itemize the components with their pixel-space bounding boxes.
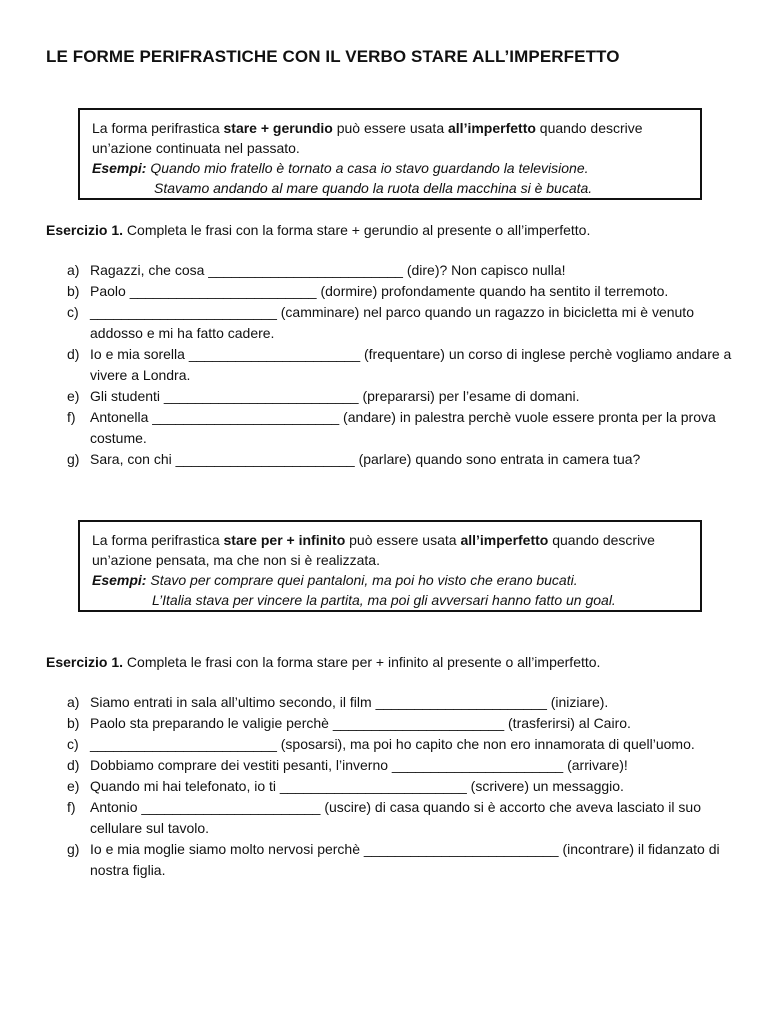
list-item bbox=[46, 692, 736, 713]
item-letter: c) bbox=[67, 736, 79, 752]
item-text: Gli studenti _________________________ (prepararsi) per l’esame di domani. bbox=[90, 388, 580, 404]
list-item bbox=[46, 344, 736, 386]
list-item bbox=[46, 755, 736, 776]
list-item bbox=[46, 713, 736, 734]
list-item bbox=[46, 776, 736, 797]
rule-text: La forma perifrastica bbox=[92, 120, 224, 136]
example-text: Stavo per comprare quei pantaloni, ma poi ho visto che erano bucati. bbox=[146, 572, 578, 588]
rule-text: quando descrive bbox=[548, 532, 655, 548]
item-letter: d) bbox=[67, 346, 80, 362]
rule-bold-tense: all’imperfetto bbox=[460, 532, 549, 548]
rule-text: può essere usata bbox=[332, 120, 448, 136]
rule-line-1 bbox=[92, 118, 690, 138]
item-letter: e) bbox=[67, 778, 80, 794]
example-text: Quando mio fratello è tornato a casa io stavo guardando la televisione. bbox=[146, 160, 589, 176]
item-text: Siamo entrati in sala all’ultimo secondo, il film ______________________ (iniziare). bbox=[90, 694, 609, 710]
item-letter: d) bbox=[67, 757, 80, 773]
rule-text: quando descrive bbox=[535, 120, 643, 136]
item-text: Paolo sta preparando le valigie perchè ______________________ (trasferirsi) al Cairo. bbox=[90, 715, 631, 731]
exercise-1-list bbox=[46, 260, 736, 470]
examples-label: Esempi: bbox=[92, 572, 147, 588]
item-text: ________________________ (camminare) nel parco quando un ragazzo in bicicletta mi è venuto addosso e mi ha fatto cadere. bbox=[90, 304, 698, 341]
item-letter: b) bbox=[67, 283, 80, 299]
exercise-1-heading bbox=[46, 220, 590, 240]
examples-label: Esempi: bbox=[92, 160, 147, 176]
list-item bbox=[46, 449, 736, 470]
exercise-instruction: Completa le frasi con la forma stare + gerundio al presente o all’imperfetto. bbox=[123, 222, 591, 238]
example-line-2: Stavamo andando al mare quando la ruota della macchina si è bucata. bbox=[154, 180, 593, 196]
page-title: LE FORME PERIFRASTICHE CON IL VERBO STARE ALL’IMPERFETTO bbox=[46, 47, 620, 66]
example-line-1 bbox=[92, 570, 690, 590]
exercise-instruction: Completa le frasi con la forma stare per + infinito al presente o all’imperfetto. bbox=[123, 654, 601, 670]
rule-text: può essere usata bbox=[345, 532, 461, 548]
list-item bbox=[46, 386, 736, 407]
list-item bbox=[46, 281, 736, 302]
item-text: Ragazzi, che cosa _________________________ (dire)? Non capisco nulla! bbox=[90, 262, 566, 278]
item-letter: a) bbox=[67, 262, 80, 278]
rule-bold-form: stare per + infinito bbox=[223, 532, 346, 548]
rule-line-2: un’azione continuata nel passato. bbox=[92, 140, 300, 156]
rule-bold-tense: all’imperfetto bbox=[448, 120, 536, 136]
item-letter: e) bbox=[67, 388, 80, 404]
rule-box-infinito bbox=[78, 520, 702, 612]
list-item bbox=[46, 839, 736, 881]
exercise-label: Esercizio 1. bbox=[46, 222, 124, 238]
rule-text: La forma perifrastica bbox=[92, 532, 224, 548]
item-letter: a) bbox=[67, 694, 80, 710]
item-letter: g) bbox=[67, 451, 80, 467]
rule-box-gerundio bbox=[78, 108, 702, 200]
item-text: Sara, con chi _______________________ (parlare) quando sono entrata in camera tua? bbox=[90, 451, 641, 467]
rule-line-2: un’azione pensata, ma che non si è realizzata. bbox=[92, 552, 380, 568]
item-letter: c) bbox=[67, 304, 79, 320]
item-text: Antonio _______________________ (uscire) di casa quando si è accorto che aveva lasciato il suo cellulare sul tavolo. bbox=[90, 799, 705, 836]
item-text: ________________________ (sposarsi), ma poi ho capito che non ero innamorata di quell’uomo. bbox=[90, 736, 695, 752]
rule-line-1 bbox=[92, 530, 690, 550]
exercise-2-heading bbox=[46, 652, 600, 672]
example-line-2: L’Italia stava per vincere la partita, ma poi gli avversari hanno fatto un goal. bbox=[152, 592, 616, 608]
item-text: Dobbiamo comprare dei vestiti pesanti, l’inverno ______________________ (arrivare)! bbox=[90, 757, 628, 773]
exercise-2-list bbox=[46, 692, 736, 881]
exercise-label: Esercizio 1. bbox=[46, 654, 124, 670]
item-text: Antonella ________________________ (andare) in palestra perchè vuole essere pronta per la prova costume. bbox=[90, 409, 720, 446]
item-text: Paolo ________________________ (dormire) profondamente quando ha sentito il terremoto. bbox=[90, 283, 669, 299]
item-letter: b) bbox=[67, 715, 80, 731]
item-letter: f) bbox=[67, 799, 76, 815]
item-letter: f) bbox=[67, 409, 76, 425]
list-item bbox=[46, 734, 736, 755]
list-item bbox=[46, 407, 736, 449]
item-letter: g) bbox=[67, 841, 80, 857]
list-item bbox=[46, 797, 736, 839]
rule-bold-form: stare + gerundio bbox=[223, 120, 333, 136]
item-text: Io e mia moglie siamo molto nervosi perchè _________________________ (incontrare) il fidanzato di nostra figlia. bbox=[90, 841, 724, 878]
example-line-1 bbox=[92, 158, 690, 178]
item-text: Quando mi hai telefonato, io ti ________________________ (scrivere) un messaggio. bbox=[90, 778, 624, 794]
item-text: Io e mia sorella ______________________ (frequentare) un corso di inglese perchè vogliamo andare a vivere a Londra. bbox=[90, 346, 736, 383]
list-item bbox=[46, 260, 736, 281]
list-item bbox=[46, 302, 736, 344]
